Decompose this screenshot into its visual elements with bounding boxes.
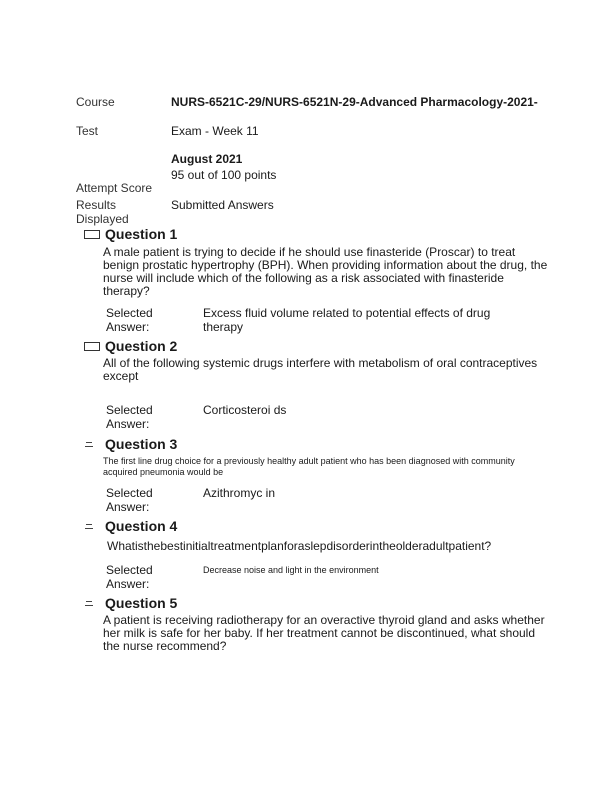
question-status-icon [84, 230, 100, 239]
question-5-header [84, 595, 177, 611]
question-3-selected-label: Selected Answer: [106, 486, 153, 514]
course-label: Course [76, 95, 115, 109]
results-value: Submitted Answers [171, 198, 274, 212]
course-value: NURS-6521C-29/NURS-6521N-29-Advanced Pharmacology-2021- [171, 95, 538, 109]
question-4-selected-answer: Decrease noise and light in the environment [203, 565, 379, 575]
question-4-title: Question 4 [105, 518, 178, 534]
question-5-title: Question 5 [105, 595, 178, 611]
results-label: Results Displayed [76, 198, 129, 226]
question-2-header [84, 338, 177, 354]
question-1-header [84, 226, 177, 242]
question-1-title: Question 1 [105, 226, 178, 242]
question-status-icon [84, 442, 94, 447]
question-1-text: A male patient is trying to decide if he should use finasteride (Proscar) to treat benign prostatic hypertrophy (BPH). When providing information about the drug, the nurse will include which of the following as a risk associated with finasteride therapy? [103, 245, 548, 298]
question-3-header [84, 436, 177, 452]
question-2-selected-label: Selected Answer: [106, 403, 153, 431]
question-2-title: Question 2 [105, 338, 178, 354]
question-4-header [84, 518, 177, 534]
score-value: 95 out of 100 points [171, 168, 277, 182]
question-2-text: All of the following systemic drugs interfere with metabolism of oral contraceptives except [103, 356, 538, 383]
question-status-icon [84, 601, 94, 606]
question-3-text: The first line drug choice for a previously healthy adult patient who has been diagnosed with community acquired pneumonia would be [103, 456, 515, 477]
date-value: August 2021 [171, 152, 243, 166]
question-2-selected-answer: Corticosteroi ds [203, 403, 287, 417]
question-4-selected-label: Selected Answer: [106, 563, 153, 591]
test-label: Test [76, 124, 99, 138]
question-1-selected-label: Selected Answer: [106, 306, 153, 334]
test-value: Exam - Week 11 [171, 124, 259, 138]
question-5-text: A patient is receiving radiotherapy for an overactive thyroid gland and asks whether her milk is safe for her baby. If her treatment cannot be discontinued, what should the nurse recommend? [103, 613, 545, 653]
question-3-selected-answer: Azithromyc in [203, 486, 276, 500]
attempt-score-label: Attempt Score [76, 181, 153, 195]
question-3-title: Question 3 [105, 436, 178, 452]
question-status-icon [84, 524, 94, 529]
question-1-selected-answer: Excess fluid volume related to potential effects of drug therapy [203, 306, 491, 334]
question-4-text: Whatisthebestinitialtreatmentplanforaslepdisorderintheolderadultpatient? [107, 539, 492, 553]
question-status-icon [84, 342, 100, 351]
